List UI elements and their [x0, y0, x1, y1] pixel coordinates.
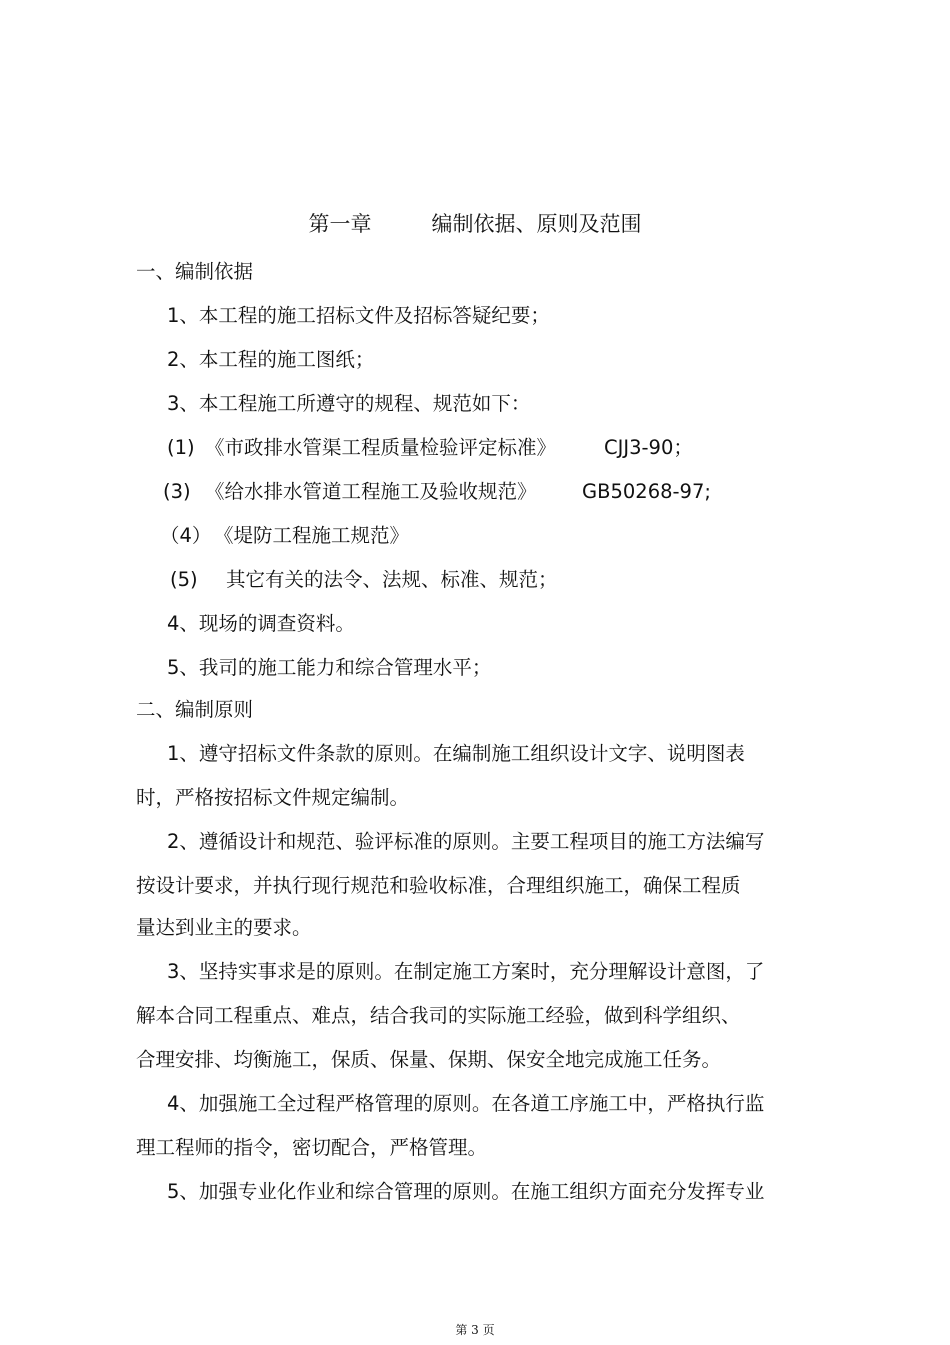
paragraph-line: 量达到业主的要求。 [136, 916, 312, 939]
chapter-number: 第一章 [308, 212, 372, 236]
page-number: 第 3 页 [455, 1323, 495, 1337]
basis-item-3: 3、本工程施工所遵守的规程、规范如下： [167, 392, 531, 415]
paragraph-line: 合理安排、均衡施工，保质、保量、保期、保安全地完成施工任务。 [136, 1048, 722, 1071]
chapter-name: 编制依据、原则及范围 [431, 212, 642, 236]
standard-3-number: (3) [163, 480, 191, 503]
standard-4-number: （4） [160, 524, 212, 547]
basis-item-4: 4、现场的调查资料。 [167, 612, 355, 635]
standard-1-code: CJJ3-90； [604, 436, 693, 459]
paragraph-line: 5、加强专业化作业和综合管理的原则。在施工组织方面充分发挥专业 [167, 1180, 765, 1203]
standard-3-name: 《给水排水管道工程施工及验收规范》 [205, 480, 537, 503]
paragraph-line: 理工程师的指令，密切配合，严格管理。 [136, 1136, 488, 1159]
basis-item-1: 1、本工程的施工招标文件及招标答疑纪要； [167, 304, 550, 327]
standard-1-name: 《市政排水管渠工程质量检验评定标准》 [205, 436, 557, 459]
section-heading-basis: 一、编制依据 [136, 260, 254, 283]
paragraph-line: 解本合同工程重点、难点，结合我司的实际施工经验，做到科学组织、 [136, 1004, 741, 1027]
paragraph-line: 1、遵守招标文件条款的原则。在编制施工组织设计文字、说明图表 [167, 742, 745, 765]
paragraph-line: 时，严格按招标文件规定编制。 [136, 786, 410, 809]
standard-1-number: (1) [167, 436, 195, 459]
standard-4-name: 《堤防工程施工规范》 [214, 524, 410, 547]
chapter-title [0, 210, 950, 238]
standard-5-number: (5) [170, 568, 198, 591]
standard-3-code: GB50268-97; [582, 480, 711, 503]
section-heading-principles: 二、编制原则 [136, 698, 254, 721]
paragraph-line: 4、加强施工全过程严格管理的原则。在各道工序施工中，严格执行监 [167, 1092, 765, 1115]
paragraph-line: 3、坚持实事求是的原则。在制定施工方案时，充分理解设计意图，了 [167, 960, 765, 983]
paragraph-line: 2、遵循设计和规范、验评标准的原则。主要工程项目的施工方法编写 [167, 830, 765, 853]
basis-item-5: 5、我司的施工能力和综合管理水平； [167, 656, 492, 679]
standard-5-name: 其它有关的法令、法规、标准、规范； [226, 568, 558, 591]
paragraph-line: 按设计要求，并执行现行规范和验收标准，合理组织施工，确保工程质 [136, 874, 741, 897]
basis-item-2: 2、本工程的施工图纸； [167, 348, 375, 371]
